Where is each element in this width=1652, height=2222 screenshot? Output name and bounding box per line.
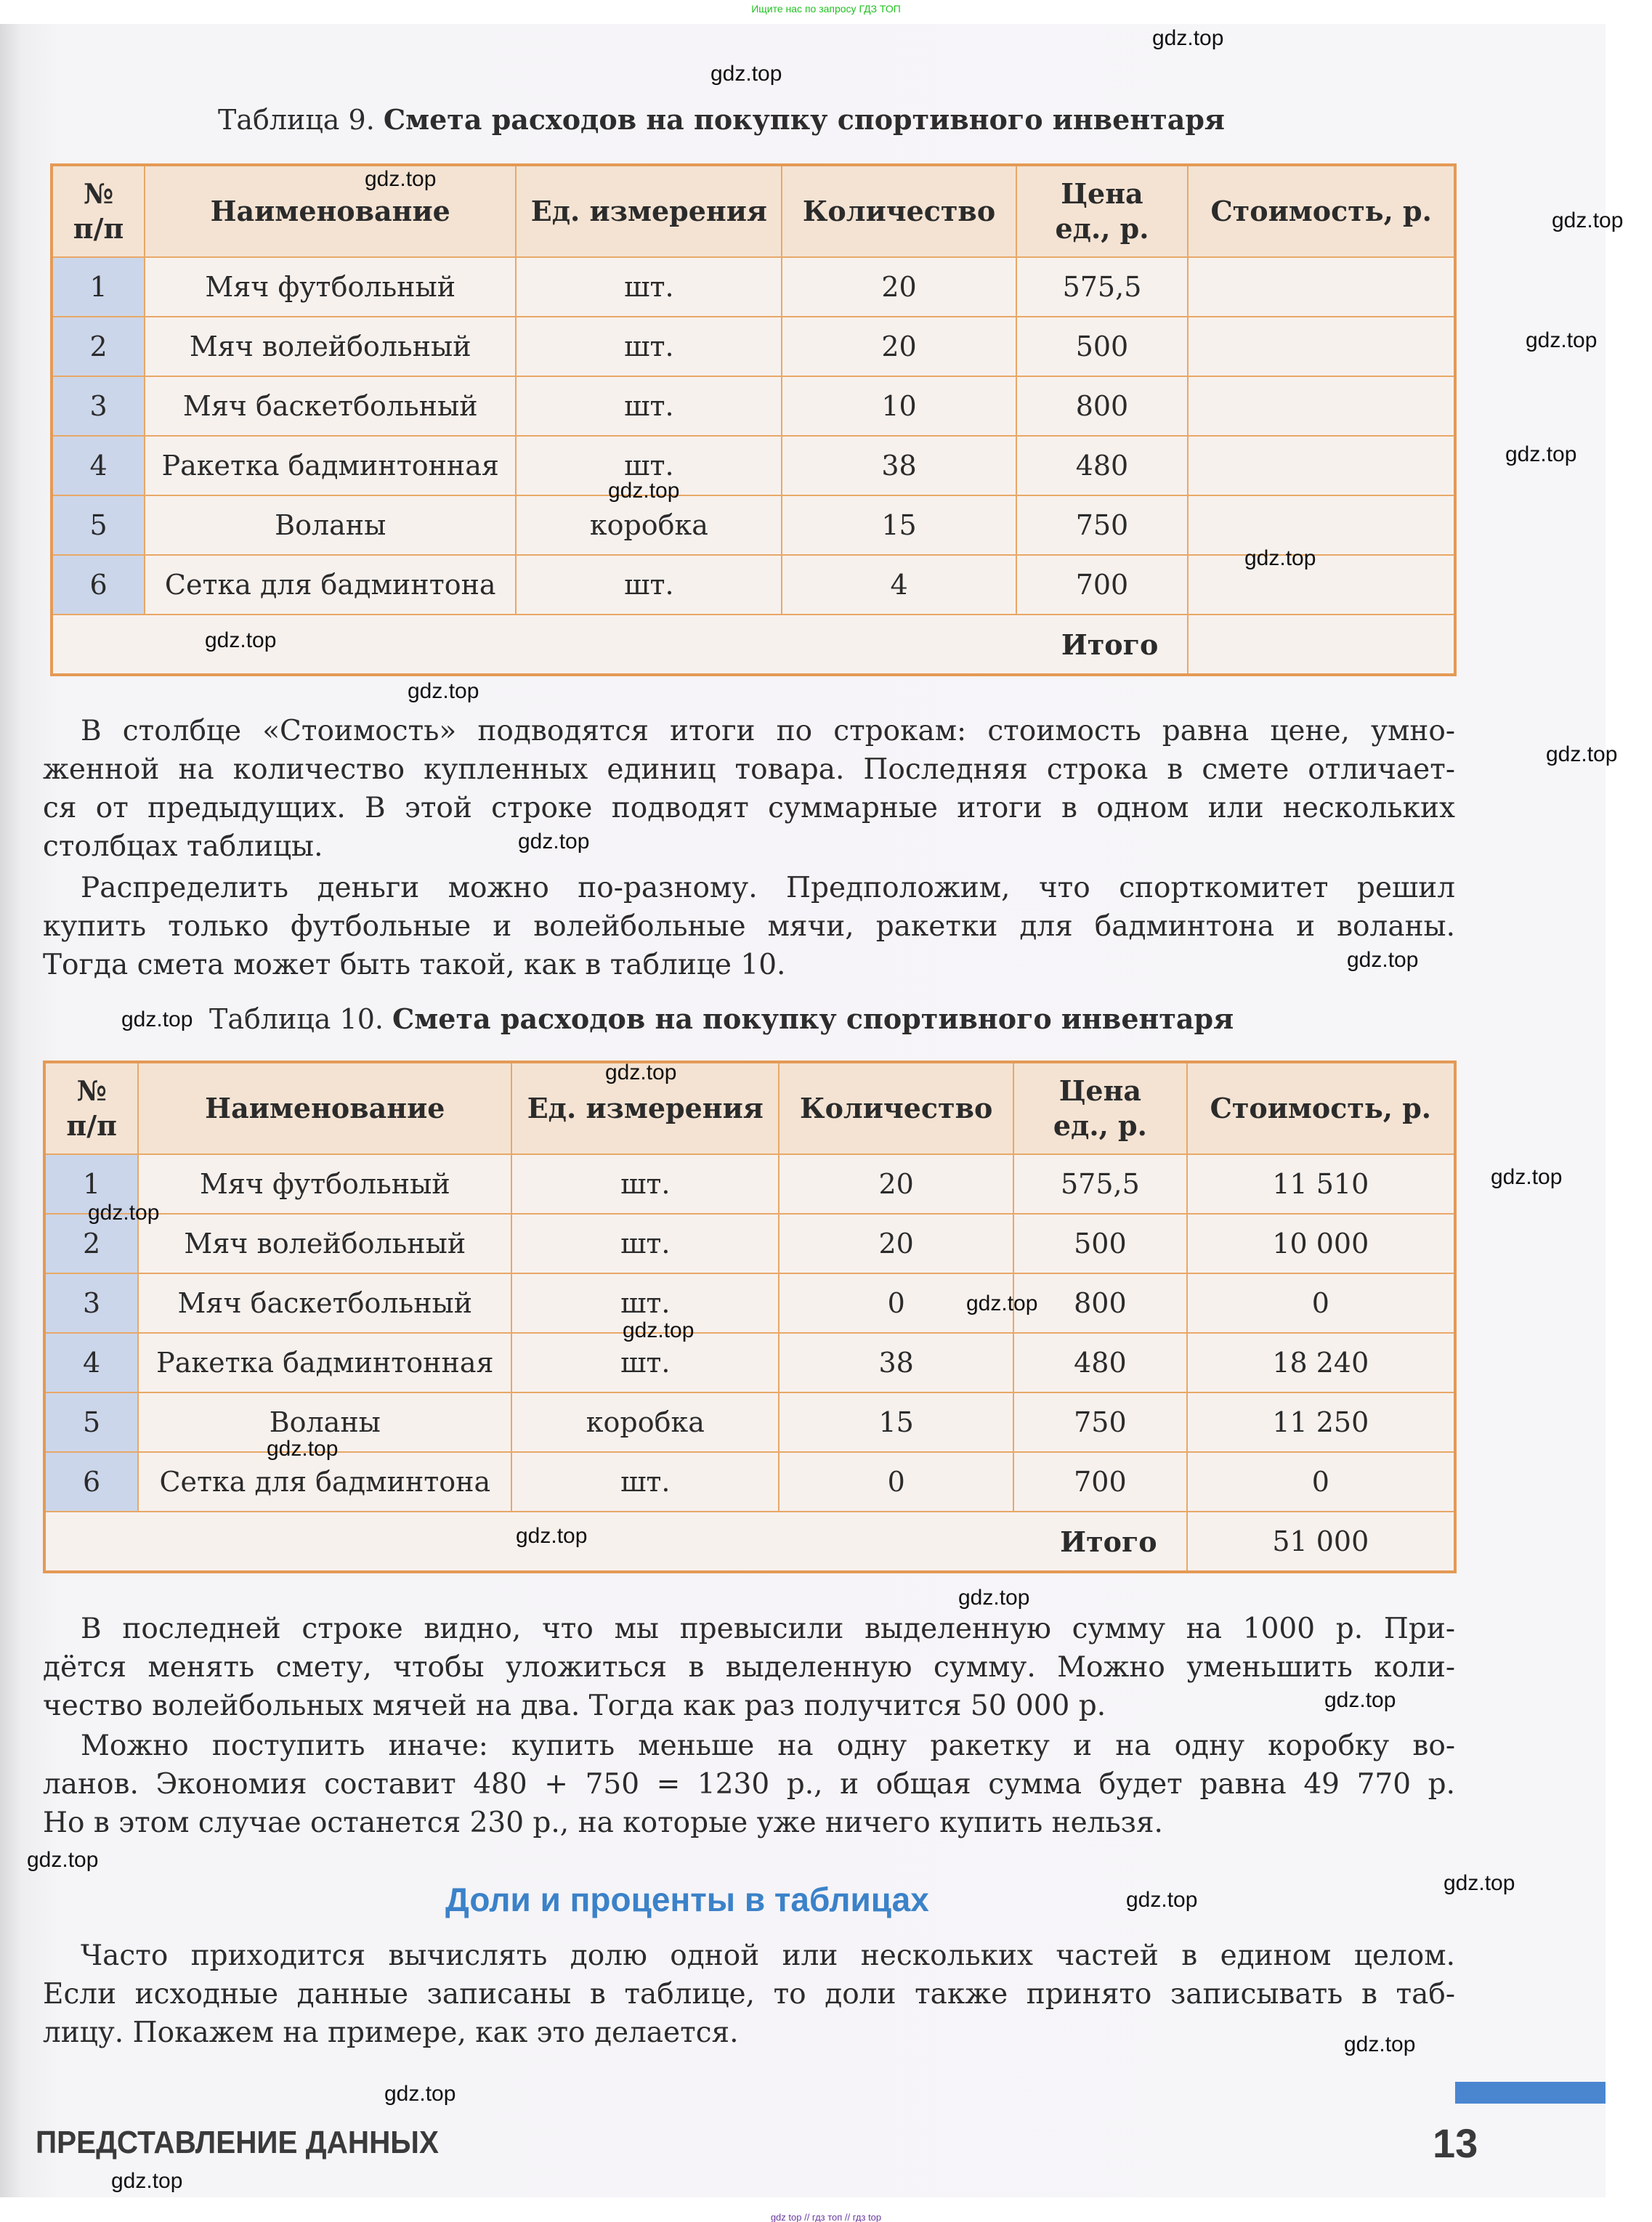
table-cell: 480 bbox=[1013, 1333, 1186, 1392]
table-cell: шт. bbox=[511, 1333, 779, 1392]
table-row bbox=[44, 1214, 1455, 1273]
watermark: gdz.top bbox=[1505, 442, 1577, 466]
table-cell: 1 bbox=[44, 1154, 138, 1214]
paragraph-line: Если исходные данные записаны в таблице, то доли также принято записывать в таб- bbox=[43, 1978, 1455, 2011]
table-cell bbox=[1188, 555, 1455, 615]
table-cell bbox=[1188, 317, 1455, 376]
table-cell: 3 bbox=[52, 376, 145, 436]
table-row bbox=[52, 257, 1455, 317]
table-cell: шт. bbox=[516, 376, 782, 436]
decorative-blue-bar bbox=[1455, 2082, 1606, 2104]
table-cell: Мяч волейбольный bbox=[145, 317, 516, 376]
watermark: gdz.top bbox=[966, 1292, 1038, 1315]
table-cell: Мяч баскетбольный bbox=[145, 376, 516, 436]
table10-caption-prefix: Таблица 10. bbox=[209, 1003, 384, 1035]
table-cell: Сетка для бадминтона bbox=[138, 1452, 511, 1512]
table-cell: 575,5 bbox=[1013, 1154, 1186, 1214]
paragraph-line: ся от предыдущих. В этой строке подводят суммарные итоги в одном или нескольких bbox=[43, 792, 1455, 824]
table-cell bbox=[1188, 436, 1455, 495]
total-value: 51 000 bbox=[1187, 1512, 1455, 1572]
paragraph-5 bbox=[43, 1937, 1455, 2052]
table-cell: 20 bbox=[779, 1214, 1013, 1273]
table-cell: 0 bbox=[779, 1273, 1013, 1333]
table-cell: 20 bbox=[779, 1154, 1013, 1214]
table-cell: 15 bbox=[779, 1392, 1013, 1452]
watermark: gdz.top bbox=[365, 167, 437, 191]
watermark: gdz.top bbox=[958, 1586, 1030, 1610]
column-header: Наименование bbox=[138, 1062, 511, 1154]
paragraph-line: дётся менять смету, чтобы уложиться в выделенную сумму. Можно уменьшить коли- bbox=[43, 1651, 1455, 1684]
table-cell: шт. bbox=[516, 257, 782, 317]
table-cell: 4 bbox=[782, 555, 1016, 615]
section-heading: Доли и проценты в таблицах bbox=[445, 1881, 929, 1918]
table-cell: 500 bbox=[1013, 1214, 1186, 1273]
table-row bbox=[52, 317, 1455, 376]
table-row bbox=[44, 1154, 1455, 1214]
paragraph-line: чество волейбольных мячей на два. Тогда как раз получится 50 000 р. bbox=[43, 1690, 1106, 1722]
table-cell: Ракетка бадминтонная bbox=[138, 1333, 511, 1392]
table-row bbox=[44, 1452, 1455, 1512]
total-value bbox=[1188, 615, 1455, 675]
table-cell: 500 bbox=[1016, 317, 1189, 376]
column-header: Стоимость, р. bbox=[1188, 165, 1455, 257]
table9-caption-title: Смета расходов на покупку спортивного инвентаря bbox=[383, 103, 1225, 136]
column-header: Наименование bbox=[145, 165, 516, 257]
watermark: gdz.top bbox=[384, 2082, 456, 2106]
paragraph-line: В последней строке видно, что мы превысили выделенную сумму на 1000 р. При- bbox=[81, 1613, 1455, 1645]
watermark: gdz.top bbox=[1126, 1888, 1198, 1912]
table-cell: 38 bbox=[782, 436, 1016, 495]
table-cell: Мяч баскетбольный bbox=[138, 1273, 511, 1333]
table-cell: 800 bbox=[1016, 376, 1189, 436]
table-cell: шт. bbox=[511, 1214, 779, 1273]
table-10 bbox=[43, 1061, 1457, 1573]
table-cell: 38 bbox=[779, 1333, 1013, 1392]
paragraph-line: женной на количество купленных единиц товара. Последняя строка в смете отличает- bbox=[43, 753, 1455, 786]
table-cell: 575,5 bbox=[1016, 257, 1189, 317]
footer-chapter-title: ПРЕДСТАВЛЕНИЕ ДАННЫХ bbox=[36, 2125, 439, 2160]
table-cell: Ракетка бадминтонная bbox=[145, 436, 516, 495]
table-cell: 4 bbox=[44, 1333, 138, 1392]
watermark: gdz.top bbox=[710, 62, 782, 86]
watermark: gdz.top bbox=[608, 479, 680, 503]
table-cell: шт. bbox=[516, 436, 782, 495]
watermark: gdz.top bbox=[121, 1007, 193, 1031]
table-cell: 700 bbox=[1013, 1452, 1186, 1512]
watermark: gdz.top bbox=[1546, 742, 1618, 766]
watermark: gdz.top bbox=[1244, 546, 1316, 570]
watermark: gdz.top bbox=[1552, 208, 1624, 232]
watermark: gdz.top bbox=[1444, 1871, 1515, 1895]
column-header: Количество bbox=[782, 165, 1016, 257]
watermark: gdz.top bbox=[205, 628, 277, 652]
table-cell: Мяч футбольный bbox=[138, 1154, 511, 1214]
table-cell: 3 bbox=[44, 1273, 138, 1333]
paragraph-2 bbox=[43, 869, 1455, 984]
table-cell: Воланы bbox=[138, 1392, 511, 1452]
watermark: gdz.top bbox=[1344, 2032, 1416, 2056]
table-cell: шт. bbox=[511, 1154, 779, 1214]
paragraph-1 bbox=[43, 712, 1455, 866]
table-9 bbox=[50, 163, 1457, 676]
table-cell: 18 240 bbox=[1187, 1333, 1455, 1392]
table-cell: Мяч футбольный bbox=[145, 257, 516, 317]
table-cell: 0 bbox=[1187, 1273, 1455, 1333]
watermark: gdz.top bbox=[518, 830, 590, 853]
table-cell: 750 bbox=[1016, 495, 1189, 555]
table-header-row bbox=[44, 1062, 1455, 1154]
table-cell: 6 bbox=[44, 1452, 138, 1512]
table9-caption bbox=[218, 103, 1225, 136]
total-label: Итого bbox=[52, 615, 1188, 675]
column-header: Ед. измерения bbox=[511, 1062, 779, 1154]
table-cell: 2 bbox=[44, 1214, 138, 1273]
watermark: gdz.top bbox=[1491, 1165, 1563, 1189]
table10-caption-title: Смета расходов на покупку спортивного инвентаря bbox=[392, 1002, 1234, 1035]
page-number: 13 bbox=[1433, 2120, 1478, 2166]
paragraph-line: В столбце «Стоимость» подводятся итоги по строкам: стоимость равна цене, умно- bbox=[81, 715, 1455, 747]
watermark: gdz.top bbox=[516, 1524, 588, 1548]
table-cell: 11 250 bbox=[1187, 1392, 1455, 1452]
paragraph-line: Можно поступить иначе: купить меньше на одну ракетку и на одну коробку во- bbox=[81, 1730, 1455, 1762]
table-cell bbox=[1188, 495, 1455, 555]
column-header: Цена ед., р. bbox=[1013, 1062, 1186, 1154]
table-cell: 5 bbox=[44, 1392, 138, 1452]
table-cell: 750 bbox=[1013, 1392, 1186, 1452]
table-cell: шт. bbox=[516, 555, 782, 615]
table-cell: Воланы bbox=[145, 495, 516, 555]
table-row bbox=[44, 1392, 1455, 1452]
table-row bbox=[44, 1273, 1455, 1333]
table-cell: 5 bbox=[52, 495, 145, 555]
column-header: Цена ед., р. bbox=[1016, 165, 1189, 257]
total-label: Итого bbox=[44, 1512, 1187, 1572]
table10-caption bbox=[209, 1002, 1234, 1035]
bottom-watermark-note: gdz top // гдз топ // гдз top bbox=[770, 2212, 882, 2222]
table-cell: 4 bbox=[52, 436, 145, 495]
table-cell: 700 bbox=[1016, 555, 1189, 615]
paragraph-line: лицу. Покажем на примере, как это делается. bbox=[43, 2016, 739, 2049]
table-cell: 2 bbox=[52, 317, 145, 376]
paragraph-line: Тогда смета может быть такой, как в таблице 10. bbox=[43, 949, 786, 981]
table-cell: коробка bbox=[511, 1392, 779, 1452]
table-cell: 15 bbox=[782, 495, 1016, 555]
table-cell: 0 bbox=[1187, 1452, 1455, 1512]
paragraph-line: купить только футбольные и волейбольные мячи, ракетки для бадминтона и воланы. bbox=[43, 910, 1455, 943]
watermark: gdz.top bbox=[1347, 948, 1419, 972]
table-row bbox=[52, 436, 1455, 495]
watermark: gdz.top bbox=[88, 1201, 160, 1225]
column-header: Стоимость, р. bbox=[1187, 1062, 1455, 1154]
watermark: gdz.top bbox=[408, 679, 479, 703]
table-cell: шт. bbox=[511, 1273, 779, 1333]
paragraph-line: Часто приходится вычислять долю одной или нескольких частей в едином целом. bbox=[81, 1939, 1455, 1972]
table-cell: 6 bbox=[52, 555, 145, 615]
table-cell: 20 bbox=[782, 257, 1016, 317]
watermark: gdz.top bbox=[605, 1061, 677, 1084]
table-cell: коробка bbox=[516, 495, 782, 555]
table-cell: шт. bbox=[511, 1452, 779, 1512]
paragraph-3 bbox=[43, 1610, 1455, 1725]
paragraph-line: Но в этом случае останется 230 р., на которые уже ничего купить нельзя. bbox=[43, 1807, 1163, 1839]
column-header: № п/п bbox=[52, 165, 145, 257]
table-row bbox=[44, 1333, 1455, 1392]
table-cell: 10 bbox=[782, 376, 1016, 436]
column-header: Ед. измерения bbox=[516, 165, 782, 257]
table-cell bbox=[1188, 257, 1455, 317]
table-cell: 480 bbox=[1016, 436, 1189, 495]
table-cell: 800 bbox=[1013, 1273, 1186, 1333]
table-cell bbox=[1188, 376, 1455, 436]
table-cell: 1 bbox=[52, 257, 145, 317]
watermark: gdz.top bbox=[27, 1848, 99, 1872]
table-row bbox=[52, 376, 1455, 436]
table9-caption-prefix: Таблица 9. bbox=[218, 104, 375, 136]
watermark: gdz.top bbox=[267, 1437, 339, 1461]
paragraph-4 bbox=[43, 1727, 1455, 1842]
watermark: gdz.top bbox=[111, 2169, 183, 2193]
table-cell: 10 000 bbox=[1187, 1214, 1455, 1273]
table-cell: шт. bbox=[516, 317, 782, 376]
table-cell: 11 510 bbox=[1187, 1154, 1455, 1214]
top-search-note: Ищите нас по запросу ГДЗ ТОП bbox=[751, 3, 901, 15]
watermark: gdz.top bbox=[1526, 328, 1598, 352]
table-cell: 20 bbox=[782, 317, 1016, 376]
table-cell: 0 bbox=[779, 1452, 1013, 1512]
total-row bbox=[44, 1512, 1455, 1572]
paragraph-line: столбцах таблицы. bbox=[43, 830, 323, 863]
watermark: gdz.top bbox=[623, 1318, 695, 1342]
watermark: gdz.top bbox=[1152, 26, 1224, 50]
paragraph-line: Распределить деньги можно по-разному. Предположим, что спорткомитет решил bbox=[81, 872, 1455, 904]
table-cell: Мяч волейбольный bbox=[138, 1214, 511, 1273]
column-header: № п/п bbox=[44, 1062, 138, 1154]
table-cell: Сетка для бадминтона bbox=[145, 555, 516, 615]
column-header: Количество bbox=[779, 1062, 1013, 1154]
watermark: gdz.top bbox=[1324, 1688, 1396, 1712]
paragraph-line: ланов. Экономия составит 480 + 750 = 1230 р., и общая сумма будет равна 49 770 р. bbox=[43, 1768, 1455, 1801]
table-header-row bbox=[52, 165, 1455, 257]
